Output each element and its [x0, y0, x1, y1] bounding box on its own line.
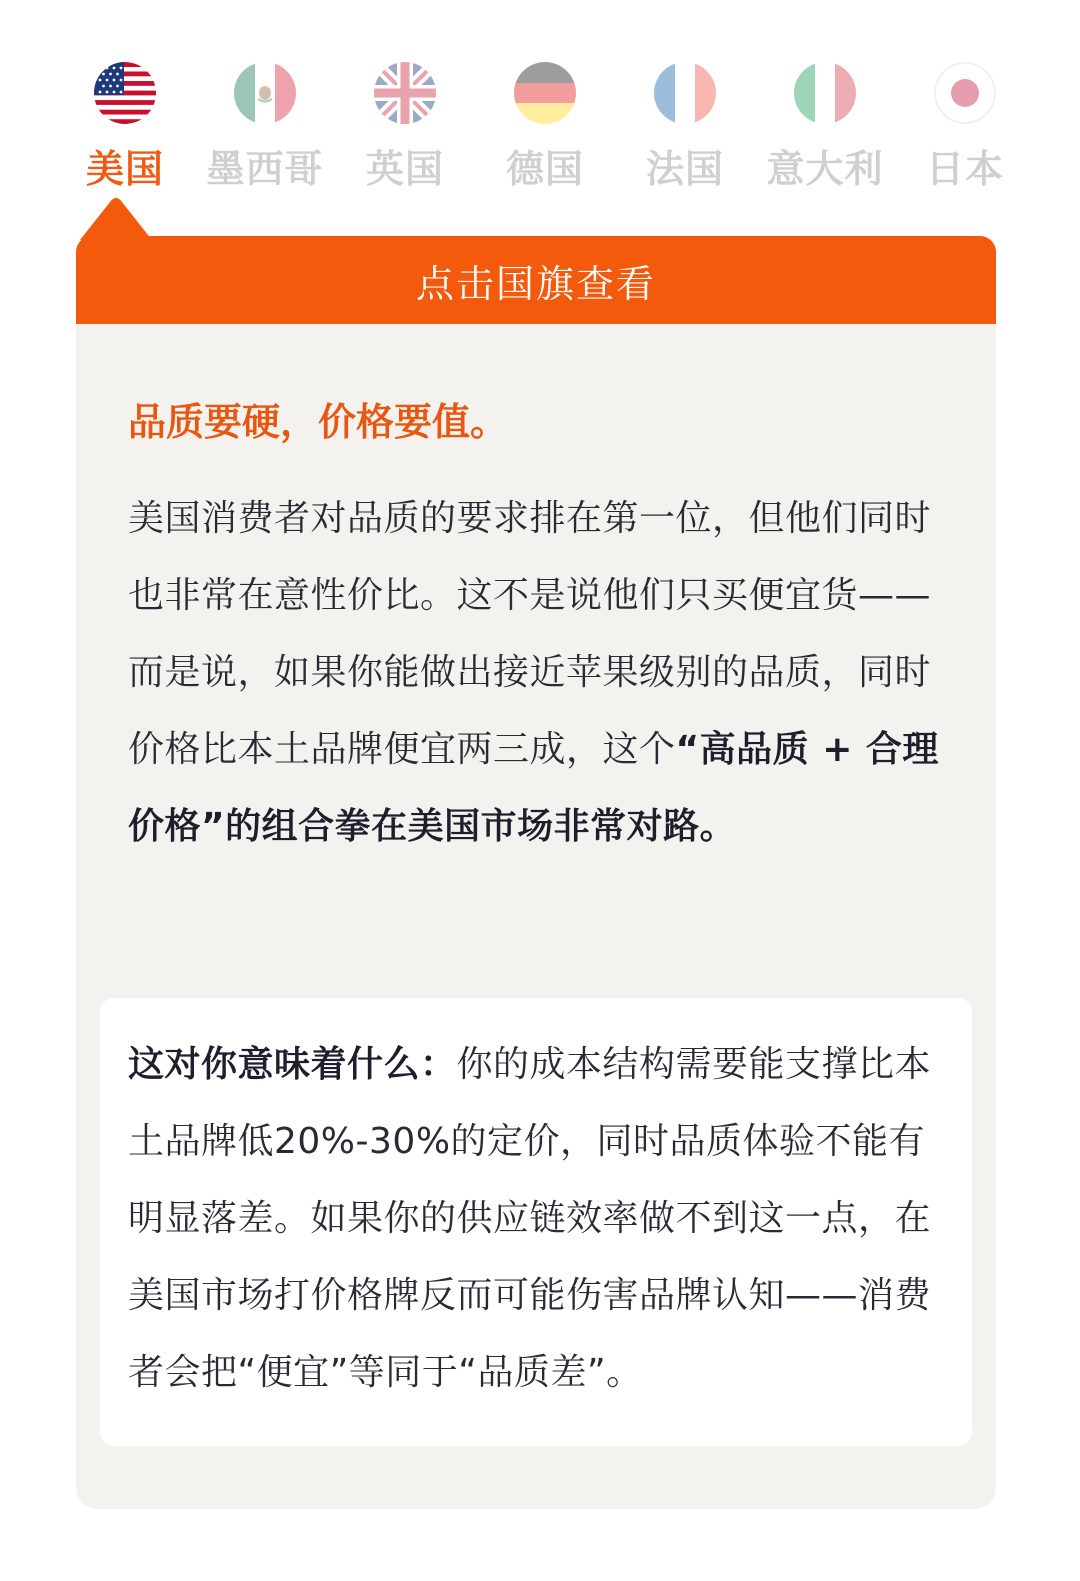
- uk-flag-icon: [374, 62, 436, 124]
- tab-label-usa: 美国: [85, 147, 164, 191]
- tab-label-uk: 英国: [365, 147, 444, 191]
- content-panel: [76, 324, 996, 1509]
- tab-label-italy: 意大利: [766, 147, 884, 191]
- tab-france[interactable]: [630, 60, 740, 190]
- mexico-flag-icon: [234, 62, 296, 124]
- headline: 品质要硬，价格要值。: [128, 400, 509, 444]
- tab-mexico[interactable]: [206, 60, 324, 191]
- card-label: 这对你意味着什么：: [128, 1044, 457, 1085]
- tab-usa[interactable]: [70, 60, 180, 190]
- tab-label-france: 法国: [645, 147, 724, 191]
- active-tab-pointer: [80, 196, 152, 240]
- france-flag-icon: [654, 62, 716, 124]
- tab-label-japan: 日本: [925, 147, 1004, 191]
- germany-flag-icon: [514, 62, 576, 124]
- us-flag-icon: [94, 62, 156, 124]
- card-body: 你的成本结构需要能支撑比本土品牌低20%-30%的定价，同时品质体验不能有明显落差。如果你的供应链效率做不到这一点，在美国市场打价格牌反而可能伤害品牌认知——消费者会把“便宜”等同于“品质差”。: [128, 1044, 932, 1393]
- tab-uk[interactable]: [350, 60, 460, 190]
- tab-label-mexico: 墨西哥: [206, 147, 324, 191]
- body-text-regular: 美国消费者对品质的要求排在第一位，但他们同时也非常在意性价比。这不是说他们只买便宜货——而是说，如果你能做出接近苹果级别的品质，同时价格比本土品牌便宜两三成，这个: [128, 498, 932, 770]
- implication-card: [100, 998, 972, 1446]
- tab-germany[interactable]: [490, 60, 600, 190]
- tab-japan[interactable]: [910, 60, 1020, 190]
- tab-italy[interactable]: [766, 60, 884, 191]
- body-paragraph: [128, 480, 946, 865]
- body-text-bold: “高品质 + 合理价格”的组合拳在美国市场非常对路。: [128, 729, 939, 847]
- italy-flag-icon: [794, 62, 856, 124]
- banner-text: 点击国旗查看: [415, 261, 656, 306]
- card-paragraph: [128, 1026, 946, 1411]
- tab-label-germany: 德国: [505, 147, 584, 191]
- tap-flag-banner: [76, 236, 996, 324]
- country-tabs: [70, 60, 1010, 190]
- japan-flag-icon: [934, 62, 996, 124]
